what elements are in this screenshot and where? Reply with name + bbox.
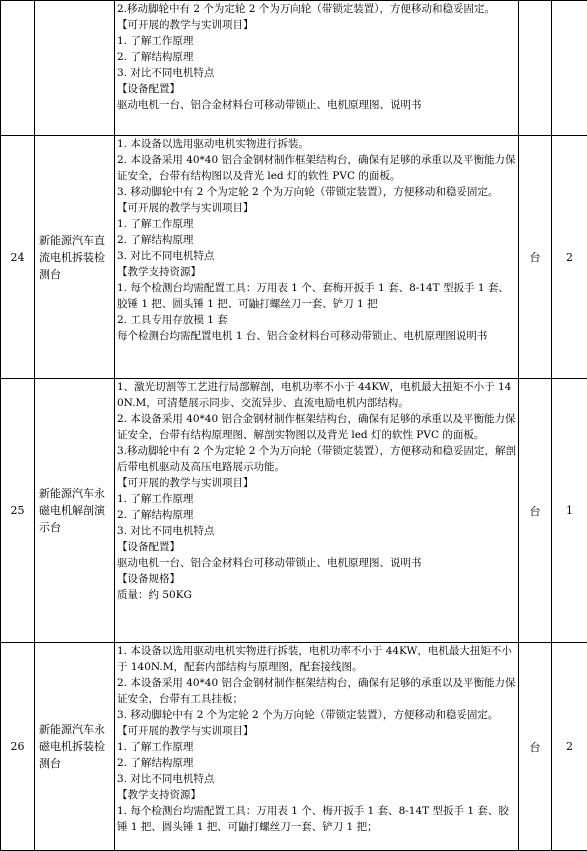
row-number: 25 [1,379,35,643]
description-line: 【设备配置】 [117,81,516,97]
description-line: 3. 移动脚轮中有 2 个为定轮 2 个为万向轮（带锁定装置），方便移动和稳妥固定。 [117,707,516,723]
description-line: 2. 工具专用存放模 1 套 [117,312,516,328]
description-line: 3. 对比不同电机特点 [117,248,516,264]
table-row [1,379,587,643]
description-line: 3. 对比不同电机特点 [117,771,516,787]
equipment-name: 新能源汽车直流电机拆装检测台 [35,136,115,379]
description-line: 2. 了解结构原理 [117,507,516,523]
row-number: 24 [1,136,35,379]
description-line: 【教学支持资源】 [117,787,516,803]
description-line: 2. 本设备采用 40*40 铝合金钢材制作框架结构台，确保有足够的承重以及平衡能力保证安全，台带有结构原理图、解剖实物图以及背光 led 灯的软性 PVC 的面板。 [117,411,516,443]
description-line: 质量：约 50KG [117,587,516,603]
table-row [1,1,587,136]
description-line: 2. 了解结构原理 [117,232,516,248]
unit-cell [519,1,552,136]
quantity-cell: 1 [552,379,587,643]
description-line: 2. 了解结构原理 [117,49,516,65]
description-line: 1. 本设备以选用驱动电机实物进行拆装，电机功率不小于 44KW，电机最大扭矩不小于 140N.M，配套内部结构与原理图，配套接线图。 [117,643,516,675]
equipment-description [115,1,519,136]
description-line: 1. 每个检测台均需配置工具：万用表 1 个、套梅开扳手 1 套、8-14T 型扳手 1 套、胶锤 1 把、圆头锤 1 把、可鼬打螺丝刀一套、铲刀 1 把 [117,280,516,312]
description-line: 3. 对比不同电机特点 [117,65,516,81]
description-line: 【可开展的教学与实训项目】 [117,475,516,491]
description-line: 2. 本设备采用 40*40 铝合金钢材制作框架结构台，确保有足够的承重以及平衡能力保证安全，台带有结构图以及背光 led 灯的软性 PVC 的面板。 [117,152,516,184]
unit-cell: 台 [519,643,552,851]
equipment-name [35,1,115,136]
row-number [1,1,35,136]
description-line: 3. 对比不同电机特点 [117,523,516,539]
description-line: 2. 了解结构原理 [117,755,516,771]
description-line: 【可开展的教学与实训项目】 [117,723,516,739]
description-line: 每个检测台均需配置电机 1 台、铝合金材料台可移动带锁止、电机原理图说明书 [117,328,516,344]
description-line: 1. 每个检测台均需配置工具：万用表 1 个、梅开扳手 1 套、8-14T 型扳手 1 套、胶锤 1 把、圆头锤 1 把、可鼬打螺丝刀一套、铲刀 1 把； [117,803,516,835]
quantity-cell [552,1,587,136]
unit-cell: 台 [519,379,552,643]
description-line: 3. 移动脚轮中有 2 个为定轮 2 个为万向轮（带锁定装置），方便移动和稳妥固定。 [117,184,516,200]
table-row [1,643,587,851]
quantity-cell: 2 [552,643,587,851]
equipment-name: 新能源汽车永磁电机解剖演示台 [35,379,115,643]
equipment-description [115,379,519,643]
table-row [1,136,587,379]
description-line: 【可开展的教学与实训项目】 [117,200,516,216]
description-line: 2.移动脚轮中有 2 个为定轮 2 个为万向轮（带锁定装置），方便移动和稳妥固定。 [117,1,516,17]
description-line: 【教学支持资源】 [117,264,516,280]
description-line: 1. 了解工作原理 [117,491,516,507]
equipment-description [115,643,519,851]
quantity-cell: 2 [552,136,587,379]
description-line: 驱动电机一台、铝合金材料台可移动带锁止、电机原理图、说明书 [117,97,516,113]
description-line: 驱动电机一台、铝合金材料台可移动带锁止、电机原理图、说明书 [117,555,516,571]
description-line: 1. 了解工作原理 [117,739,516,755]
description-line: 1. 本设备以选用驱动电机实物进行拆装。 [117,136,516,152]
equipment-description [115,136,519,379]
description-line: 【可开展的教学与实训项目】 [117,17,516,33]
description-line: 1、激光切割等工艺进行局部解剖，电机功率不小于 44KW，电机最大扭矩不小于 140N.M，可清楚展示同步、交流异步、直流电励电机内部结构。 [117,379,516,411]
description-line: 1. 了解工作原理 [117,216,516,232]
description-line: 【设备规格】 [117,571,516,587]
description-line: 3.移动脚轮中有 2 个为定轮 2 个为万向轮（带锁定装置），方便移动和稳妥固定，解剖后带电机驱动及高压电路展示功能。 [117,443,516,475]
row-number: 26 [1,643,35,851]
description-line: 【设备配置】 [117,539,516,555]
description-line: 2. 本设备采用 40*40 铝合金钢材制作框架结构台，确保有足够的承重以及平衡能力保证安全，台带有工具挂板； [117,675,516,707]
unit-cell: 台 [519,136,552,379]
equipment-name: 新能源汽车永磁电机拆装检测台 [35,643,115,851]
description-line: 1. 了解工作原理 [117,33,516,49]
